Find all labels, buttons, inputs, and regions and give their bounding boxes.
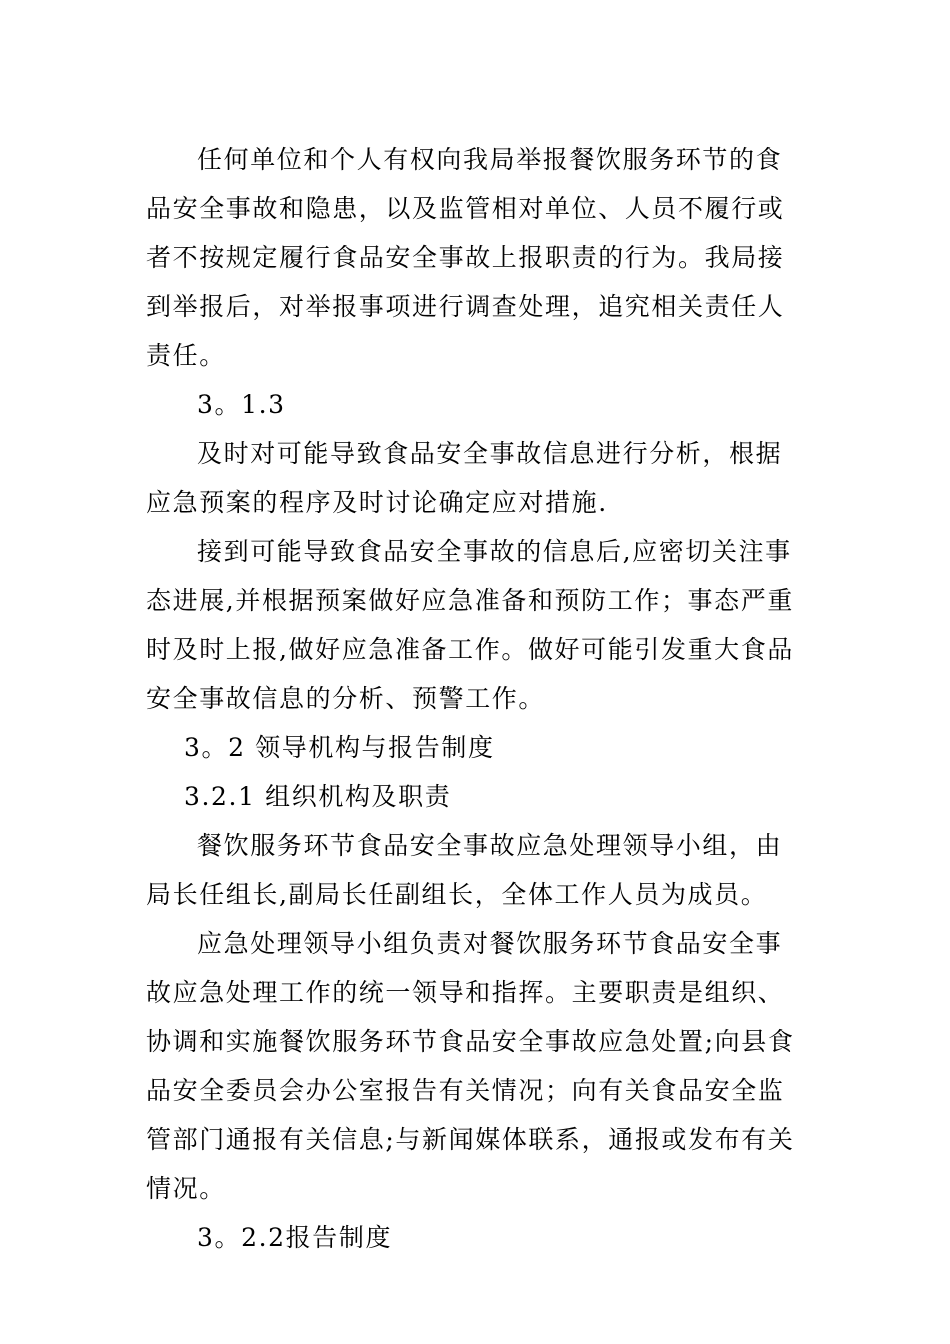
section-heading-3-2-2: 3。2.2报告制度	[197, 1223, 393, 1252]
document-body	[146, 135, 806, 1262]
section-number-3-1-3: 3。1.3	[197, 390, 286, 419]
paragraph-leadership-group: 餐饮服务环节食品安全事故应急处理领导小组，由局长任组长,副局长任副组长，全体工作人员为成员。	[146, 831, 783, 909]
section-heading-3-2: 3。2 领导机构与报告制度	[184, 733, 495, 762]
paragraph-reporting-rights: 任何单位和个人有权向我局举报餐饮服务环节的食品安全事故和隐患，以及监管相对单位、人员不履行或者不按规定履行食品安全事故上报职责的行为。我局接到举报后，对举报事项进行调查处理，追究相关责任人责任。	[146, 145, 785, 370]
paragraph-responsibilities: 应急处理领导小组负责对餐饮服务环节食品安全事故应急处理工作的统一领导和指挥。主要职责是组织、协调和实施餐饮服务环节食品安全事故应急处置;向县食品安全委员会办公室报告有关情况；向有关食品安全监管部门通报有关信息;与新闻媒体联系，通报或发布有关情况。	[146, 929, 795, 1203]
paragraph-analysis: 及时对可能导致食品安全事故信息进行分析，根据应急预案的程序及时讨论确定应对措施.	[146, 439, 783, 517]
paragraph-preparedness: 接到可能导致食品安全事故的信息后,应密切关注事态进展,并根据预案做好应急准备和预防工作；事态严重时及时上报,做好应急准备工作。做好可能引发重大食品安全事故信息的分析、预警工作。	[146, 537, 794, 713]
section-heading-3-2-1: 3.2.1 组织机构及职责	[184, 782, 452, 811]
